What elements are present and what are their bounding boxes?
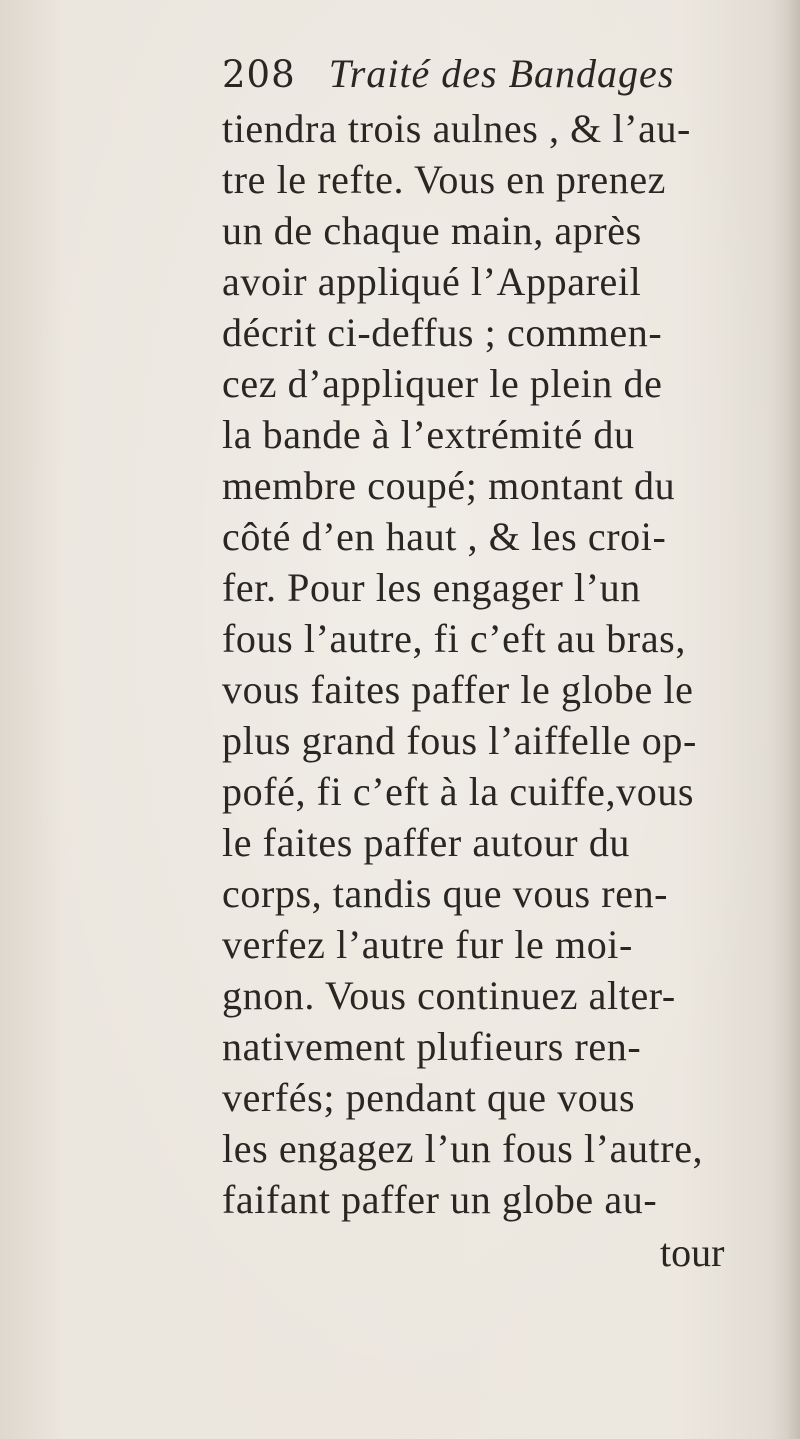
catchword: tour <box>660 1230 725 1275</box>
text-line: fous l’autre, fi c’eft au bras, <box>222 616 686 661</box>
text-line: plus grand fous l’aiffelle op- <box>222 718 697 763</box>
text-line: un de chaque main, après <box>222 208 642 253</box>
text-line: tre le refte. Vous en prenez <box>222 157 667 202</box>
page-edge-shadow <box>786 0 800 1439</box>
text-line: membre coupé; montant du <box>222 463 676 508</box>
page-number: 208 <box>222 53 296 96</box>
text-line: côté d’en haut , & les croi- <box>222 514 667 559</box>
text-line: fer. Pour les engager l’un <box>222 565 641 610</box>
text-line: verfez l’autre fur le moi- <box>222 922 633 967</box>
text-line: décrit ci-deffus ; commen- <box>222 310 663 355</box>
text-line: pofé, fi c’eft à la cuiffe,vous <box>222 769 695 814</box>
text-line: gnon. Vous continuez alter- <box>222 973 676 1018</box>
text-line: faifant paffer un globe au- <box>222 1177 658 1222</box>
text-line: corps, tandis que vous ren- <box>222 871 669 916</box>
running-title: Traité des Bandages <box>328 51 675 96</box>
text-line: le faites paffer autour du <box>222 820 631 865</box>
text-line: avoir appliqué l’Appareil <box>222 259 642 304</box>
text-line: les engagez l’un fous l’autre, <box>222 1126 704 1171</box>
text-line: vous faites paffer le globe le <box>222 667 694 712</box>
text-line: nativement plufieurs ren- <box>222 1024 642 1069</box>
text-line: cez d’appliquer le plein de <box>222 361 663 406</box>
text-line: tiendra trois aulnes , & l’au- <box>222 106 691 151</box>
text-line: la bande à l’extrémité du <box>222 412 635 457</box>
text-line: verfés; pendant que vous <box>222 1075 636 1120</box>
